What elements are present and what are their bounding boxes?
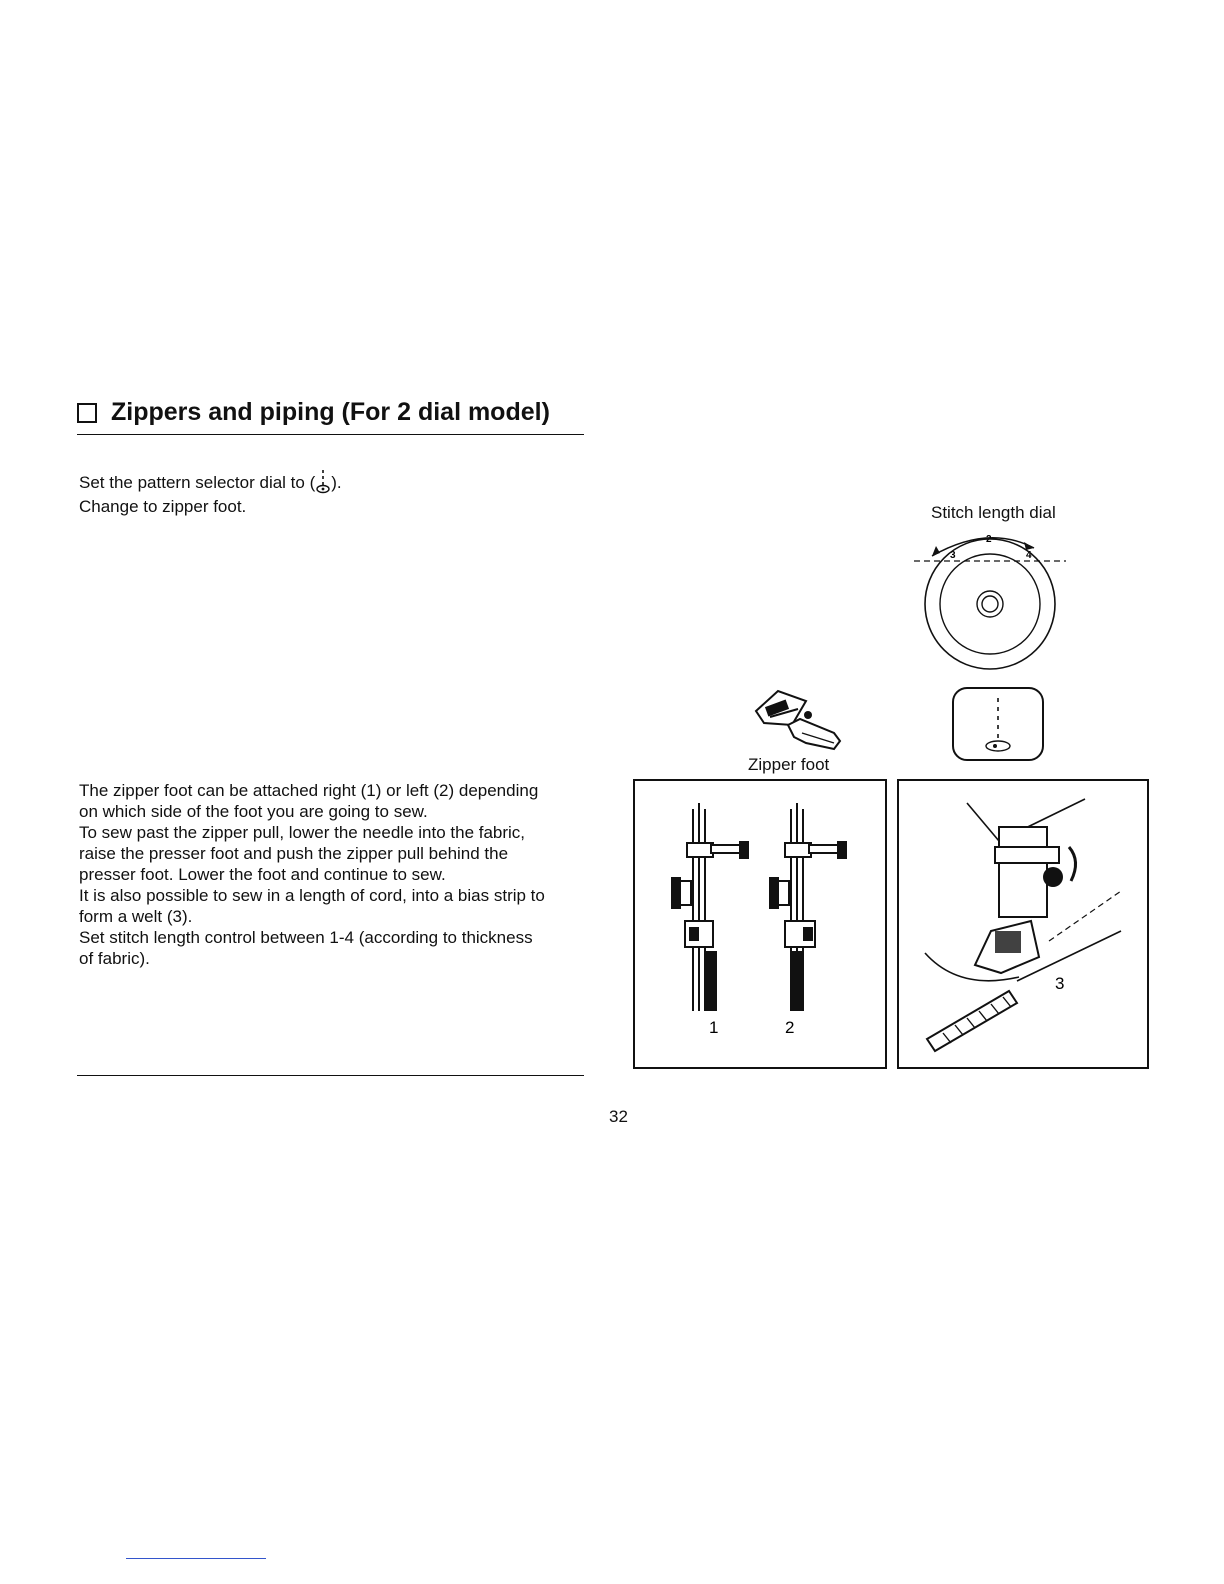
foot-right-position-drawing [671, 803, 749, 1011]
intro-line-2: Change to zipper foot. [79, 497, 247, 516]
heading-underline [77, 434, 584, 435]
foot-positions-illustration [635, 781, 885, 1067]
figure-label-2: 2 [785, 1018, 795, 1037]
section-title: Zippers and piping (For 2 dial model) [111, 398, 550, 426]
straight-stitch-symbol-icon [315, 470, 331, 494]
instruction-line: raise the presser foot and push the zipper pull behind the [79, 844, 509, 863]
footer-line [126, 1558, 266, 1559]
bottom-rule [77, 1075, 584, 1076]
instruction-line: The zipper foot can be attached right (1) or left (2) depending [79, 781, 539, 800]
stitch-length-dial-label: Stitch length dial [931, 503, 1056, 522]
figure-label-1: 1 [709, 1018, 719, 1037]
instruction-line: on which side of the foot you are going to sew. [79, 802, 428, 821]
instruction-line: presser foot. Lower the foot and continue to sew. [79, 865, 446, 884]
figure-welt-sewing [897, 779, 1149, 1069]
intro-line-1 [79, 470, 342, 494]
instruction-line: of fabric). [79, 949, 150, 968]
stitch-length-dial-illustration [910, 530, 1070, 675]
instructions-paragraph [79, 780, 545, 969]
foot-left-position-drawing [769, 803, 847, 1011]
page-number: 32 [609, 1107, 628, 1126]
welt-sewing-illustration [899, 781, 1147, 1067]
intro-line-1-text: Set the pattern selector dial to ( [79, 473, 316, 492]
pattern-selector-box-icon [950, 685, 1046, 763]
instruction-line: Set stitch length control between 1-4 (according to thickness [79, 928, 533, 947]
dial-mark-2: 2 [986, 534, 992, 545]
figure-label-3: 3 [1055, 974, 1065, 993]
checkbox-square-icon [77, 403, 97, 423]
zipper-foot-label: Zipper foot [748, 755, 830, 774]
figure-foot-positions [633, 779, 887, 1069]
instruction-line: To sew past the zipper pull, lower the needle into the fabric, [79, 823, 526, 842]
dial-mark-4: 4 [1026, 550, 1032, 561]
dial-mark-3: 3 [950, 550, 956, 561]
instruction-line: It is also possible to sew in a length of cord, into a bias strip to [79, 886, 545, 905]
zipper-foot-icon [748, 685, 844, 757]
intro-line-1-end: ). [331, 473, 342, 492]
section-heading [77, 398, 550, 427]
instruction-line: form a welt (3). [79, 907, 193, 926]
